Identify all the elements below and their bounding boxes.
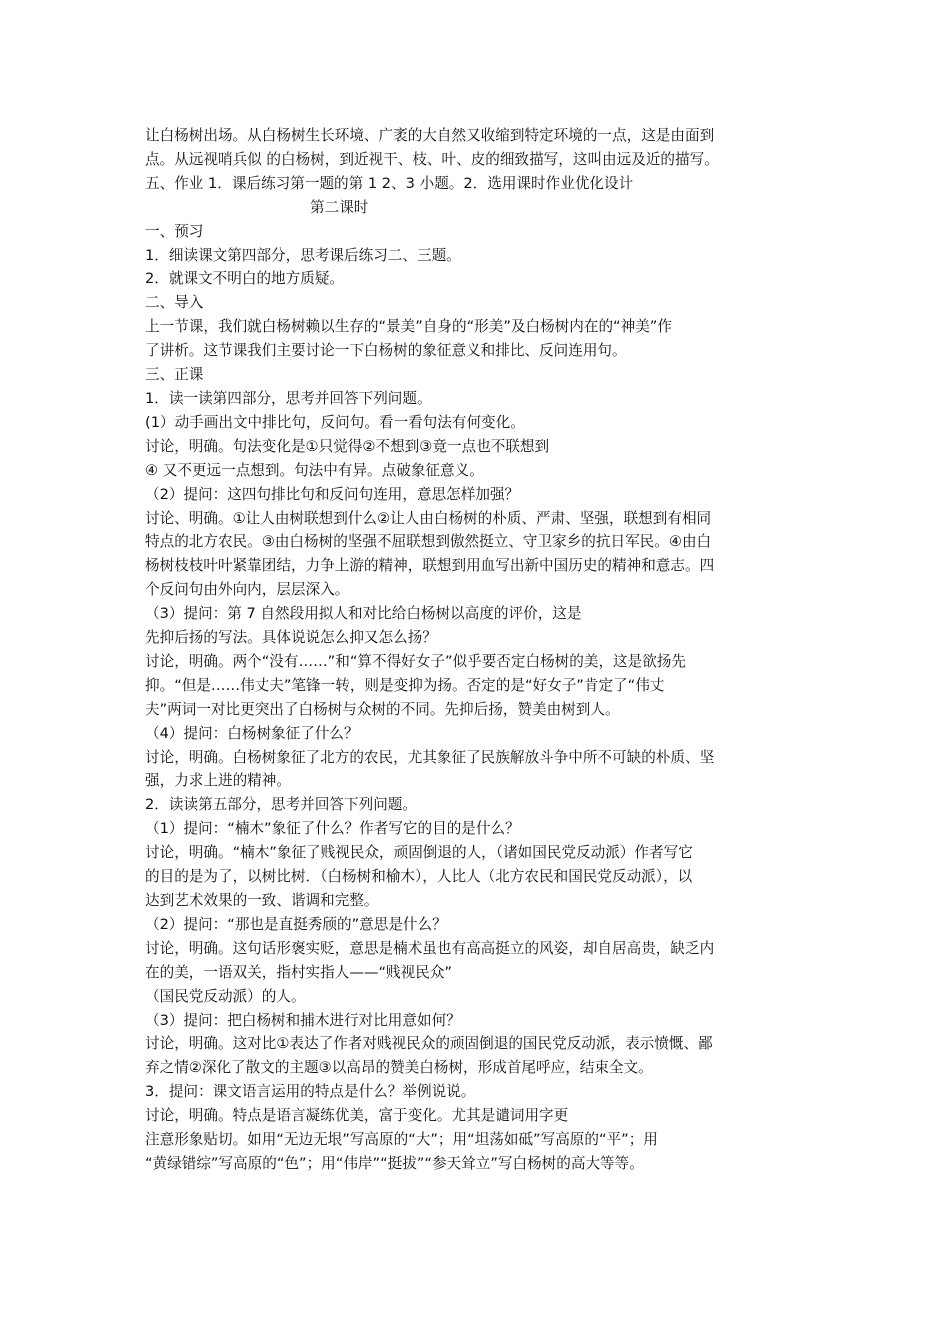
section-title: 第二课时 xyxy=(310,198,369,216)
text-line: 2．读读第五部分，思考并回答下列问题。 xyxy=(145,796,417,814)
text-line: （2）提问：这四句排比句和反问句连用，意思怎样加强？ xyxy=(145,485,520,503)
text-line: 讨论，明确。特点是语言凝练优美，富于变化。尤其是谴词用字更 xyxy=(145,1107,569,1125)
text-line: 了讲析。这节课我们主要讨论一下白杨树的象征意义和排比、反问连用句。 xyxy=(145,342,627,360)
text-line: 强，力求上进的精神。 xyxy=(145,772,291,790)
text-line: 杨树枝枝叶叶紧靠团结，力争上游的精神，联想到用血写出新中国历史的精神和意志。四 xyxy=(145,557,715,575)
heading-preview: 一、预习 xyxy=(145,222,204,240)
text-line: 点。从远视哨兵似 的白杨树，到近视干、枝、叶、皮的细致描写，这叫由远及近的描写。 xyxy=(145,150,719,168)
text-line: 上一节课，我们就白杨树赖以生存的“景美”自身的“形美”及白杨树内在的“神美”作 xyxy=(145,318,672,336)
text-line: （4）提问：白杨树象征了什么？ xyxy=(145,724,359,742)
text-line: 在的美，一语双关，指村实指人——“贱视民众” xyxy=(145,963,452,981)
text-line: 讨论、明确。①让人由树联想到什么②让人由白杨树的朴质、严肃、坚强，联想到有相同 xyxy=(145,509,712,527)
text-line: “黄绿错综”写高原的“色”；用“伟岸”“挺拔”“参天耸立”写白杨树的高大等等。 xyxy=(145,1154,644,1172)
text-line: 夫”两词一对比更突出了白杨树与众树的不同。先抑后扬，赞美由树到人。 xyxy=(145,700,620,718)
heading-lesson: 三、正课 xyxy=(145,366,204,384)
text-line: （国民党反动派）的人。 xyxy=(145,987,306,1005)
text-line: 讨论，明确。句法变化是①只觉得②不想到③竟一点也不联想到 xyxy=(145,437,550,455)
document-body xyxy=(145,124,811,1176)
heading-intro: 二、导入 xyxy=(145,294,204,312)
text-line: ④ 又不更远一点想到。句法中有异。点破象征意义。 xyxy=(145,461,484,479)
text-line: 达到艺术效果的一致、谐调和完整。 xyxy=(145,892,379,909)
text-line: 抑。“但是……伟丈夫”笔锋一转，则是变抑为扬。否定的是“好女子”肯定了“伟丈 xyxy=(145,676,665,694)
text-line: 2．就课文不明白的地方质疑。 xyxy=(145,270,345,288)
text-line: (1）动手画出文中排比句，反问句。看一看句法有何变化。 xyxy=(145,413,525,431)
text-line: 1．读一读第四部分，思考并回答下列问题。 xyxy=(145,389,432,407)
text-line: （3）提问：把白杨树和捕木进行对比用意如何？ xyxy=(145,1011,461,1029)
text-line: 讨论，明确。两个“没有……”和“算不得好女子”似乎要否定白杨树的美，这是欲扬先 xyxy=(145,652,687,670)
text-line: 讨论，明确。这句话形褒实贬，意思是楠术虽也有高高挺立的风姿，却自居高贵，缺乏内 xyxy=(145,939,715,957)
text-line: 先抑后扬的写法。具体说说怎么抑又怎么扬？ xyxy=(145,629,437,647)
text-line: 讨论，明确。“楠木”象征了贱视民众，顽固倒退的人，（诸如国民党反动派）作者写它 xyxy=(145,844,693,862)
text-line: 让白杨树出场。从白杨树生长环境、广袤的大自然又收缩到特定环境的一点，这是由面到 xyxy=(145,127,715,144)
text-line: 讨论，明确。白杨树象征了北方的农民，尤其象征了民族解放斗争中所不可缺的朴质、坚 xyxy=(145,748,715,766)
text-line: 弃之情②深化了散文的主题③以高昂的赞美白杨树，形成首尾呼应，结束全文。 xyxy=(145,1059,653,1077)
text-line: 1．细读课文第四部分，思考课后练习二、三题。 xyxy=(145,246,461,264)
text-line: 讨论，明确。这对比①表达了作者对贱视民众的顽固倒退的国民党反动派，表示愤慨、鄙 xyxy=(145,1035,713,1053)
homework-line: 五、作业 1．课后练习第一题的第 1 2、3 小题。2．选用课时作业优化设计 xyxy=(145,174,634,192)
text-line: 注意形象贴切。如用“无边无垠”写高原的“大”；用“坦荡如砥”写高原的“平”；用 xyxy=(145,1131,658,1149)
text-line: 个反问句由外向内，层层深入。 xyxy=(145,581,350,599)
text-line: （2）提问：“那也是直挺秀颀的”意思是什么？ xyxy=(145,915,447,933)
text-line: 的目的是为了，以树比树．（白杨树和榆木），人比人（北方农民和国民党反动派），以 xyxy=(145,868,693,886)
text-line: （3）提问：第 7 自然段用拟人和对比给白杨树以高度的评价，这是 xyxy=(145,605,582,623)
text-line: （1）提问：“楠木”象征了什么？作者写它的目的是什么？ xyxy=(145,820,520,838)
text-line: 3．提问：课文语言运用的特点是什么？举例说说。 xyxy=(145,1083,476,1101)
text-line: 特点的北方农民。③由白杨树的坚强不屈联想到傲然挺立、守卫家乡的抗日军民。④由白 xyxy=(145,533,712,551)
